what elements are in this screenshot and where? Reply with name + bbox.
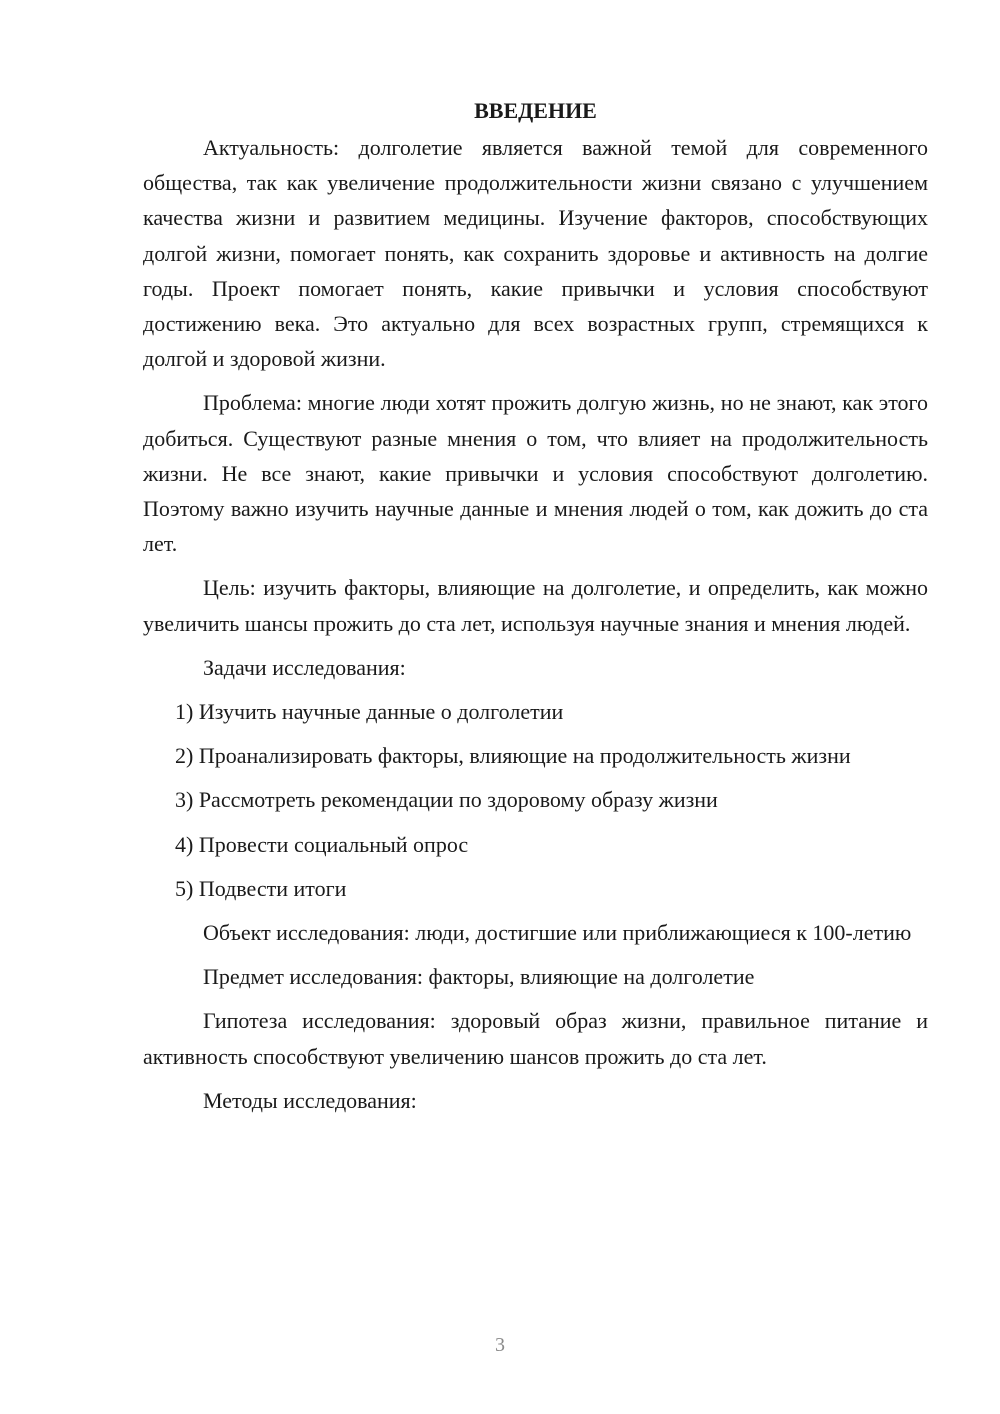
task-item: 4) Провести социальный опрос bbox=[175, 831, 469, 857]
hypothesis-paragraph: Гипотеза исследования: здоровый образ жизни, правильное питание и активность способствуют увеличению шансов прожить до ста лет. bbox=[143, 1008, 928, 1069]
goal-paragraph: Цель: изучить факторы, влияющие на долголетие, и определить, как можно увеличить шансы прожить до ста лет, используя научные знания и мнения людей. bbox=[143, 575, 928, 636]
task-item: 2) Проанализировать факторы, влияющие на продолжительность жизни bbox=[175, 743, 851, 769]
object-paragraph: Объект исследования: люди, достигшие или приближающиеся к 100-летию bbox=[203, 920, 912, 946]
page-number: 3 bbox=[495, 1334, 505, 1356]
relevance-paragraph: Актуальность: долголетие является важной темой для современного общества, так как увеличение продолжительности жизни связано с улучшением качества жизни и развитием медицины. Изучение факторов, способствующих долгой жизни, помогает понять, как сохранить здоровье и активность на долгие годы. Проект помогает понять, какие привычки и условия способствуют достижению века. Это актуально для всех возрастных групп, стремящихся к долгой и здоровой жизни. bbox=[143, 135, 928, 372]
section-title: ВВЕДЕНИЕ bbox=[474, 98, 597, 123]
methods-heading: Методы исследования: bbox=[203, 1087, 417, 1113]
task-item: 3) Рассмотреть рекомендации по здоровому образу жизни bbox=[175, 787, 718, 813]
subject-paragraph: Предмет исследования: факторы, влияющие на долголетие bbox=[203, 964, 755, 990]
task-item: 5) Подвести итоги bbox=[175, 875, 347, 901]
tasks-heading: Задачи исследования: bbox=[203, 654, 406, 680]
document-page bbox=[143, 95, 928, 1127]
problem-paragraph: Проблема: многие люди хотят прожить долгую жизнь, но не знают, как этого добиться. Существуют разные мнения о том, что влияет на продолжительность жизни. Не все знают, какие привычки и условия способствуют долголетию. Поэтому важно изучить научные данные и мнения людей о том, как дожить до ста лет. bbox=[143, 390, 928, 557]
task-item: 1) Изучить научные данные о долголетии bbox=[175, 699, 564, 725]
